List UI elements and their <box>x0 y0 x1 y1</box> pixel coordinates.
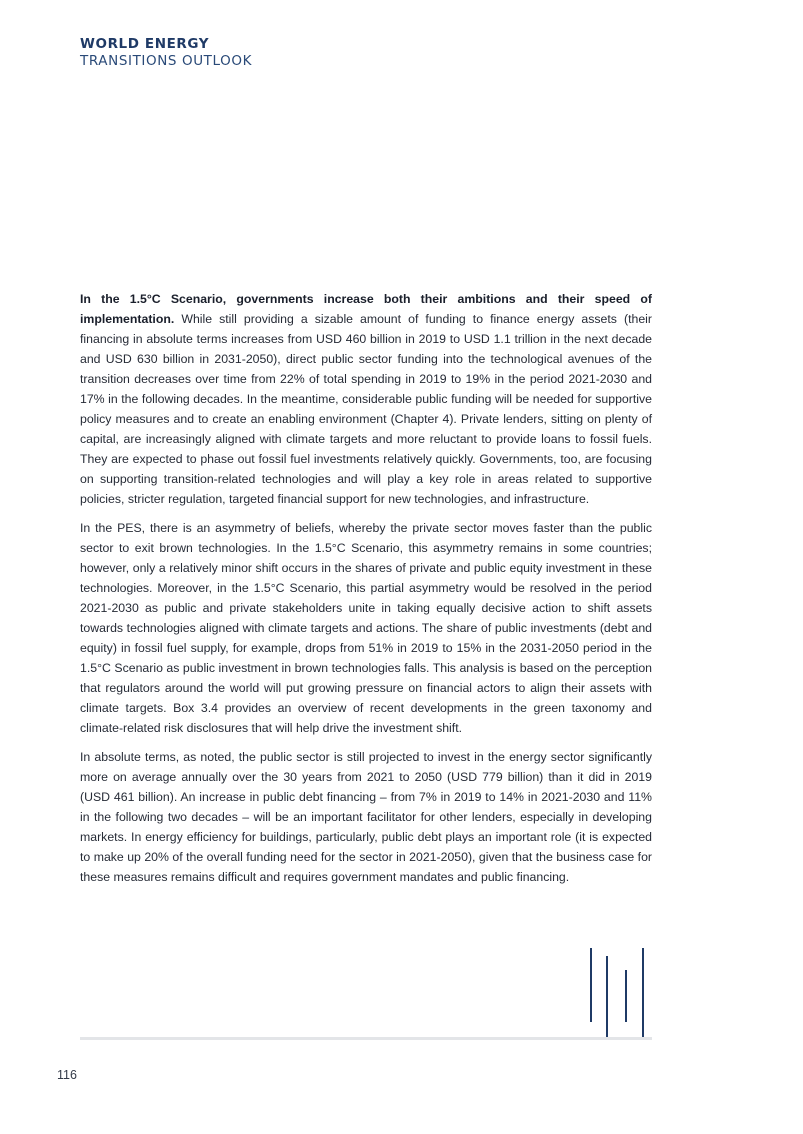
decorative-bar-1 <box>590 948 592 1022</box>
paragraph-2-text: In the PES, there is an asymmetry of beliefs, whereby the private sector moves faster than the public sector to exit brown technologies. In the 1.5°C Scenario, this asymmetry remains in some countries; however, only a relatively minor shift occurs in the shares of private and public equity investment in these technologies. Moreover, in the 1.5°C Scenario, this partial asymmetry would be resolved in the period 2021-2030 as public and private stakeholders unite in taking equally decisive action to shift assets towards technologies aligned with climate targets and actions. The share of public investments (debt and equity) in fossil fuel supply, for example, drops from 51% in 2019 to 15% in the 2031-2050 period in the 1.5°C Scenario as public investment in brown technologies falls. This analysis is based on the perception that regulators around the world will put growing pressure on financial actors to align their assets with climate targets. Box 3.4 provides an overview of recent developments in the green taxonomy and climate-related risk disclosures that will help drive the investment shift. <box>80 521 652 735</box>
decorative-bar-3 <box>625 970 627 1022</box>
paragraph-2 <box>80 518 652 738</box>
body-text <box>80 289 652 896</box>
report-header <box>80 36 252 70</box>
paragraph-1-lead: In the 1.5°C Scenario, governments increase both their ambitions and their speed of implementation. <box>80 292 652 326</box>
decorative-bar-4 <box>642 948 644 1040</box>
paragraph-3 <box>80 747 652 887</box>
paragraph-1-text: While still providing a sizable amount of funding to finance energy assets (their financing in absolute terms increases from USD 460 billion in 2019 to USD 1.1 trillion in the next decade and USD 630 billion in 2031-2050), direct public sector funding into the technological avenues of the transition decreases over time from 22% of total spending in 2019 to 19% in the period 2021-2030 and 17% in the following decades. In the meantime, considerable public funding will be needed for supportive policy measures and to create an enabling environment (Chapter 4). Private lenders, sitting on plenty of capital, are increasingly aligned with climate targets and more reluctant to provide loans to fossil fuels. They are expected to phase out fossil fuel investments relatively quickly. Governments, too, are focusing on supporting transition-related technologies and will play a key role in areas related to supportive policies, stricter regulation, targeted financial support for new technologies, and infrastructure. <box>80 312 652 506</box>
decorative-bars <box>560 940 660 1050</box>
page-number: 116 <box>57 1068 77 1082</box>
report-subtitle: TRANSITIONS OUTLOOK <box>80 53 253 69</box>
paragraph-1 <box>80 289 652 509</box>
report-title: WORLD ENERGY <box>80 36 210 52</box>
footer-rule <box>80 1037 652 1040</box>
paragraph-3-text: In absolute terms, as noted, the public sector is still projected to invest in the energy sector significantly more on average annually over the 30 years from 2021 to 2050 (USD 779 billion) than it did in 2019 (USD 461 billion). An increase in public debt financing – from 7% in 2019 to 14% in 2021-2030 and 11% in the following two decades – will be an important facilitator for other lenders, especially in developing markets. In energy efficiency for buildings, particularly, public debt plays an important role (it is expected to make up 20% of the overall funding need for the sector in 2021-2050), given that the business case for these measures remains difficult and requires government mandates and public financing. <box>80 750 652 884</box>
decorative-bar-2 <box>606 956 608 1040</box>
